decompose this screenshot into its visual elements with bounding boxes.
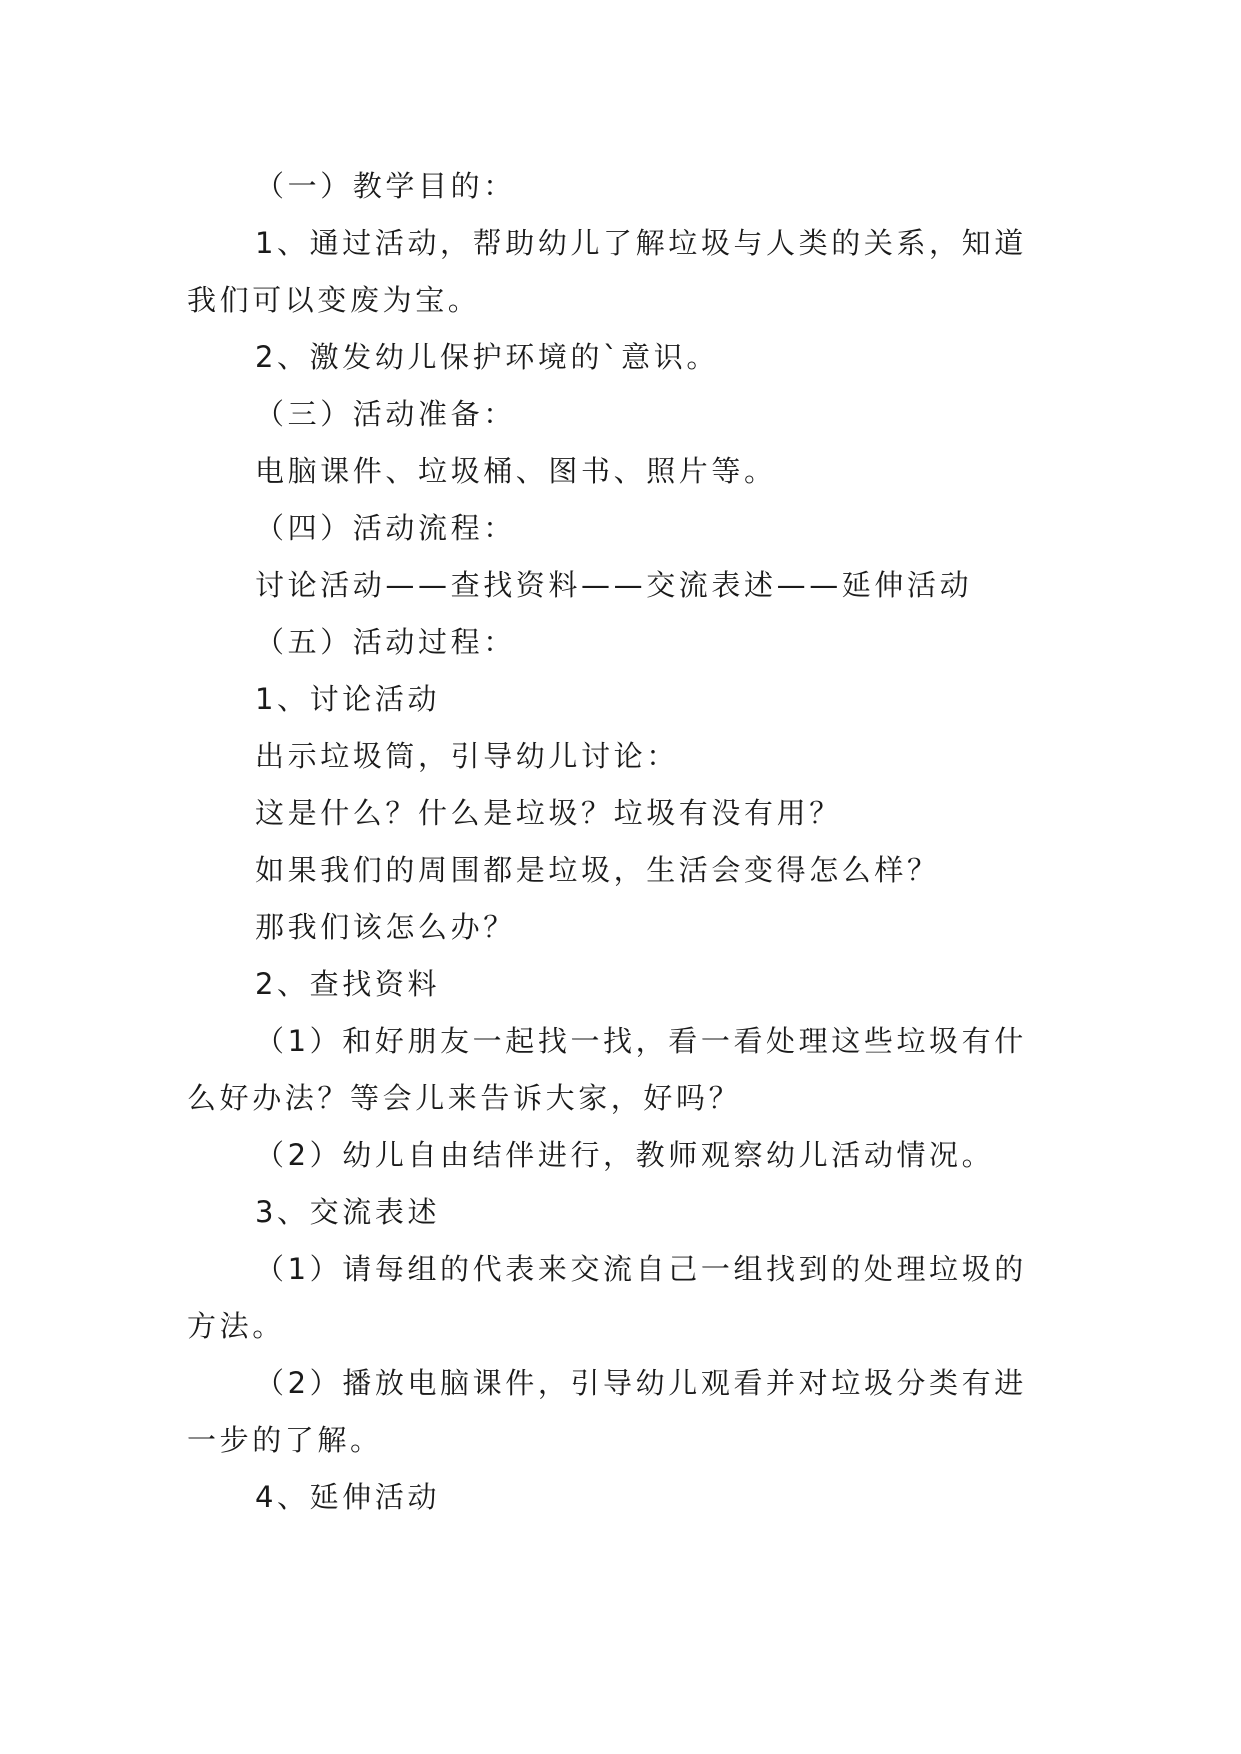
paragraph-line: 2、激发幼儿保护环境的`意识。 bbox=[255, 340, 719, 374]
section-heading-process: （五）活动过程： bbox=[255, 625, 516, 659]
paragraph-line: 如果我们的周围都是垃圾，生活会变得怎么样？ bbox=[255, 853, 940, 887]
paragraph-line: （2）播放电脑课件，引导幼儿观看并对垃圾分类有进 bbox=[255, 1366, 1027, 1400]
section-heading-flow: （四）活动流程： bbox=[255, 511, 516, 545]
paragraph-line: 一步的了解。 bbox=[187, 1423, 383, 1457]
paragraph-line: 这是什么？什么是垃圾？垃圾有没有用？ bbox=[255, 796, 842, 830]
paragraph-line: 我们可以变废为宝。 bbox=[187, 283, 481, 317]
paragraph-line: 电脑课件、垃圾桶、图书、照片等。 bbox=[255, 454, 777, 488]
subsection-heading: 3、交流表述 bbox=[255, 1195, 441, 1229]
paragraph-line: （1）和好朋友一起找一找，看一看处理这些垃圾有什 bbox=[255, 1024, 1027, 1058]
subsection-heading: 1、讨论活动 bbox=[255, 682, 441, 716]
paragraph-line: 出示垃圾筒，引导幼儿讨论： bbox=[255, 739, 679, 773]
section-heading-objectives: （一）教学目的： bbox=[255, 169, 516, 203]
section-heading-preparation: （三）活动准备： bbox=[255, 397, 516, 431]
paragraph-line: 讨论活动——查找资料——交流表述——延伸活动 bbox=[255, 568, 973, 602]
paragraph-line: 方法。 bbox=[187, 1309, 285, 1343]
paragraph-line: （1）请每组的代表来交流自己一组找到的处理垃圾的 bbox=[255, 1252, 1027, 1286]
paragraph-line: （2）幼儿自由结伴进行，教师观察幼儿活动情况。 bbox=[255, 1138, 995, 1172]
paragraph-line: 么好办法？等会儿来告诉大家，好吗？ bbox=[187, 1081, 742, 1115]
subsection-heading: 2、查找资料 bbox=[255, 967, 441, 1001]
subsection-heading: 4、延伸活动 bbox=[255, 1480, 441, 1514]
paragraph-line: 那我们该怎么办？ bbox=[255, 910, 516, 944]
paragraph-line: 1、通过活动，帮助幼儿了解垃圾与人类的关系，知道 bbox=[255, 226, 1027, 260]
